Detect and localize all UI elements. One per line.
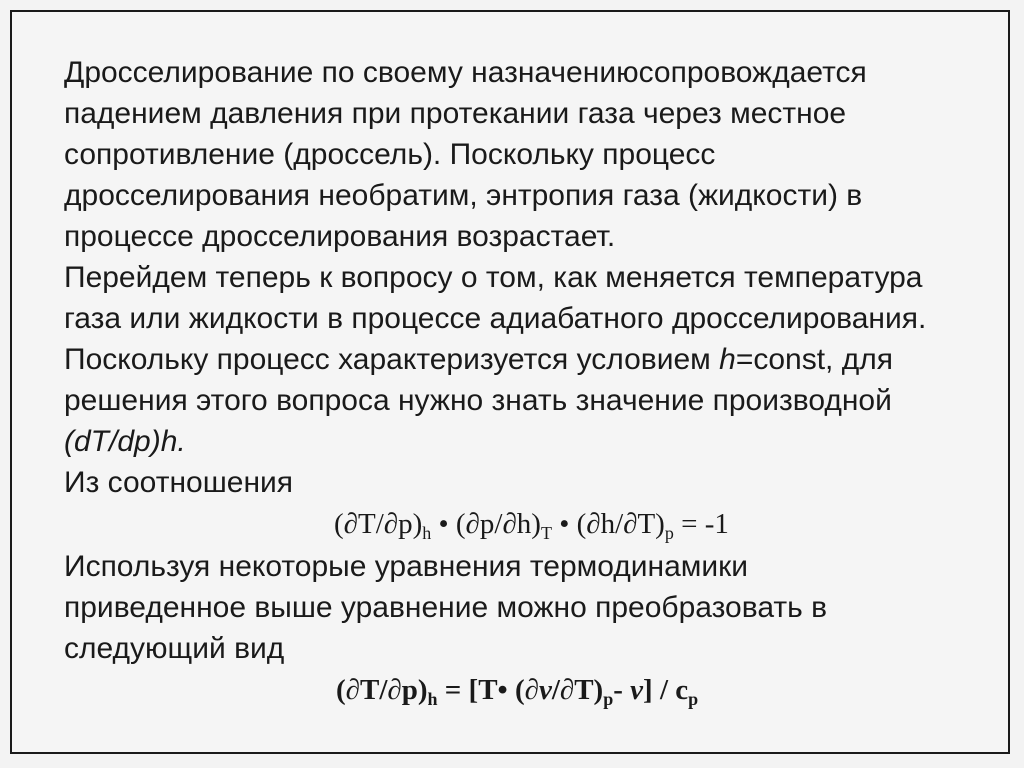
- text-line: приведенное выше уравнение можно преобразовать в: [64, 591, 828, 624]
- slide-frame: [10, 10, 1010, 754]
- formula-part: = -1: [673, 508, 729, 540]
- formula-relation: [64, 503, 984, 546]
- text-line: Из соотношения: [64, 466, 294, 499]
- formula-subscript: p: [688, 689, 699, 709]
- variable-v: v: [538, 674, 552, 706]
- text-line: дросселирования необратим, энтропия газа (жидкости) в: [64, 179, 863, 212]
- slide-body: [64, 52, 984, 712]
- text-line: падением давления при протекании газа через местное: [64, 97, 847, 130]
- formula-part: • (∂p/∂h): [431, 508, 541, 540]
- formula-part: (∂T/∂p): [336, 674, 428, 706]
- formula-part: = [T• (∂: [437, 674, 539, 706]
- formula-result: [64, 669, 984, 712]
- formula-subscript: p: [603, 689, 614, 709]
- formula-part: ] / c: [643, 674, 689, 706]
- formula-subscript: h: [427, 689, 438, 709]
- formula-subscript: p: [664, 523, 674, 543]
- text-line: следующий вид: [64, 632, 285, 665]
- formula-subscript: h: [422, 523, 432, 543]
- formula-part: (∂T/∂p): [334, 508, 423, 540]
- formula-part: • (∂h/∂T): [551, 508, 665, 540]
- text-line: сопротивление (дроссель). Поскольку процесс: [64, 138, 716, 171]
- text-line: процессе дросселирования возрастает.: [64, 220, 616, 253]
- text-line: Используя некоторые уравнения термодинамики: [64, 550, 749, 583]
- formula-subscript: T: [540, 523, 552, 543]
- text-fragment: =const, для: [735, 343, 893, 376]
- derivative-expression: (dT/dp)h.: [64, 425, 186, 458]
- text-line: Перейдем теперь к вопросу о том, как меняется температура: [64, 261, 923, 294]
- text-line: газа или жидкости в процессе адиабатного дросселирования.: [64, 302, 927, 335]
- formula-part: -: [613, 674, 631, 706]
- text-line: решения этого вопроса нужно знать значение производной: [64, 384, 892, 417]
- text-line-condition: [64, 339, 984, 380]
- text-line: Дросселирование по своему назначениюсопровождается: [64, 56, 867, 89]
- variable-h: h: [719, 343, 736, 376]
- formula-part: /∂T): [551, 674, 604, 706]
- variable-v: v: [630, 674, 644, 706]
- text-fragment: Поскольку процесс характеризуется условием: [64, 343, 720, 376]
